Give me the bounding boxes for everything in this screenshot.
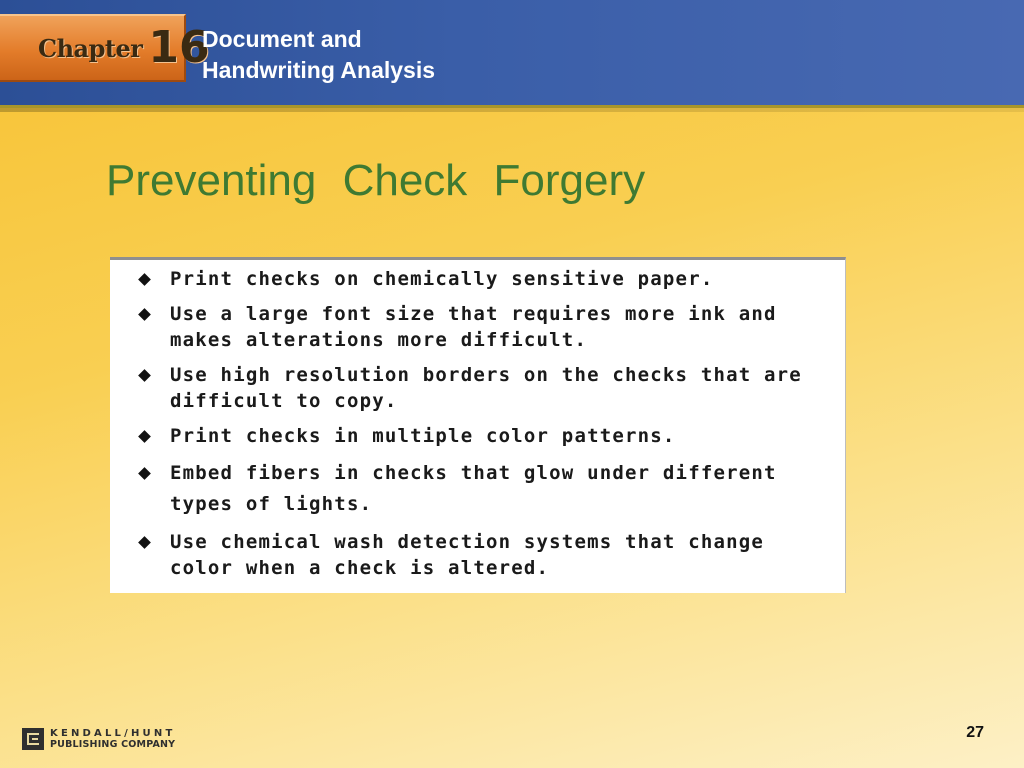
- list-item: [136, 458, 825, 520]
- list-item: [136, 266, 825, 292]
- bullet-list-image: [110, 257, 846, 593]
- list-item-text: Use a large font size that requires more ink and makes alterations more difficult.: [170, 303, 777, 351]
- list-item-text: Use high resolution borders on the checks that are difficult to copy.: [170, 364, 802, 412]
- chapter-number: 16: [148, 22, 210, 73]
- page-number: 27: [966, 724, 984, 741]
- list-item-text: Embed fibers in checks that glow under different types of lights.: [170, 462, 777, 515]
- list-item: [136, 301, 825, 353]
- kendall-hunt-logo-icon: [22, 728, 44, 750]
- list-item: [136, 423, 825, 449]
- publisher-line1: KENDALL/HUNT: [50, 728, 176, 739]
- list-item-text: Print checks in multiple color patterns.: [170, 425, 676, 447]
- publisher-line2: PUBLISHING COMPANY: [50, 739, 176, 750]
- list-item-text: Use chemical wash detection systems that change color when a check is altered.: [170, 531, 765, 579]
- chapter-label: Chapter: [38, 33, 143, 63]
- publisher-logo: [22, 728, 175, 750]
- diamond-bullet-icon: [138, 430, 151, 443]
- diamond-bullet-icon: [138, 467, 151, 480]
- diamond-bullet-icon: [138, 308, 151, 321]
- chapter-title: [202, 24, 435, 86]
- bullet-list: [136, 266, 825, 581]
- list-item-text: Print checks on chemically sensitive paper.: [170, 268, 714, 290]
- list-item: [136, 529, 825, 581]
- diamond-bullet-icon: [138, 273, 151, 286]
- header-bar: [0, 0, 1024, 108]
- slide-title: Preventing Check Forgery: [106, 156, 646, 205]
- chapter-title-line1: Document and: [202, 26, 362, 52]
- diamond-bullet-icon: [138, 536, 151, 549]
- chapter-title-line2: Handwriting Analysis: [202, 57, 436, 83]
- publisher-name: [50, 728, 175, 750]
- chapter-badge: [0, 14, 210, 82]
- diamond-bullet-icon: [138, 369, 151, 382]
- list-item: [136, 362, 825, 414]
